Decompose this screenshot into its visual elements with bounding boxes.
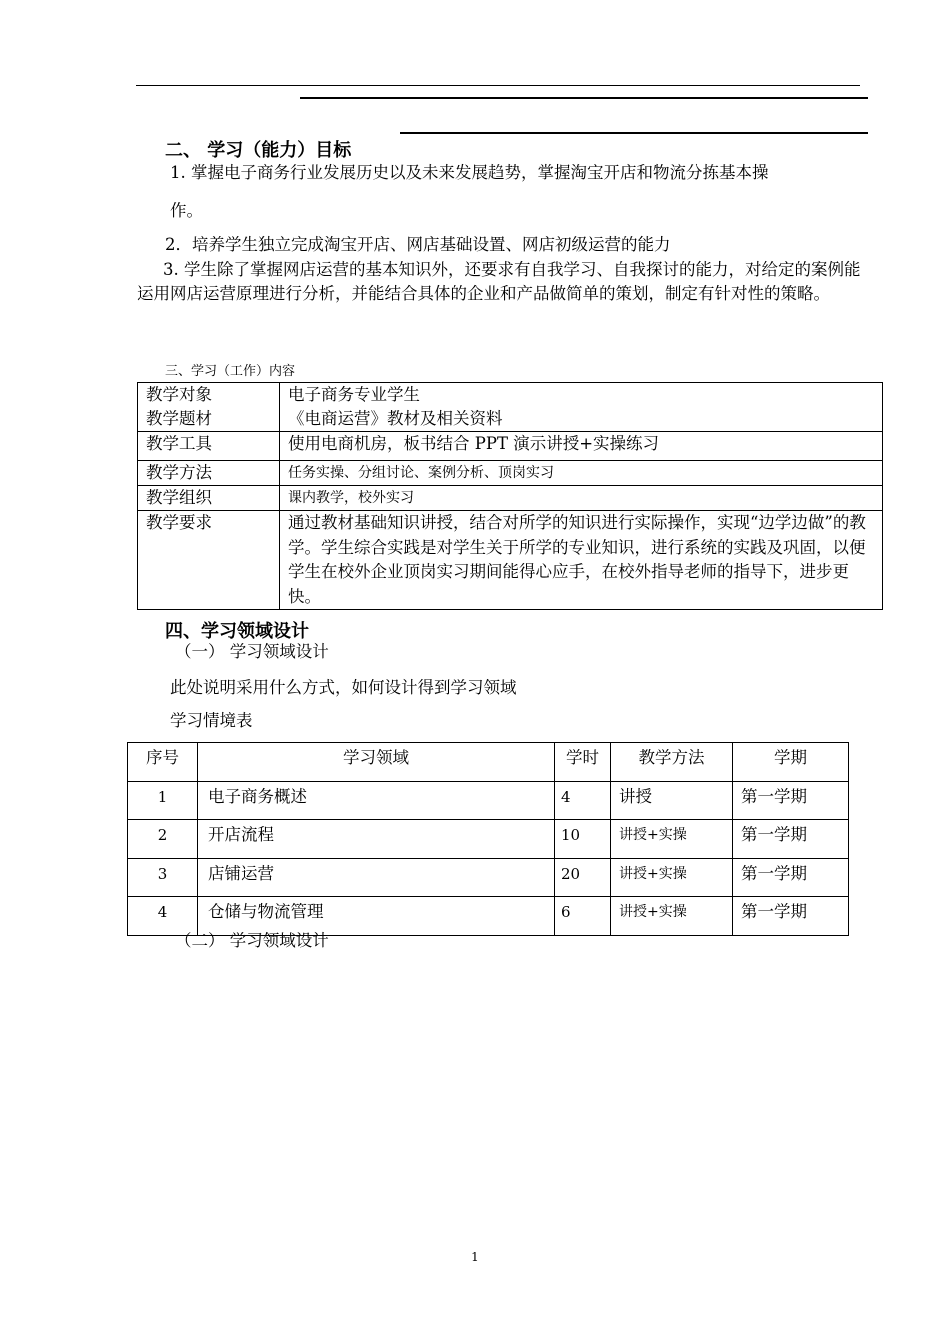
label-teaching-material: 教学题材 — [146, 409, 212, 428]
cell-method: 讲授+实操 — [611, 897, 733, 936]
section2-item2: 2．培养学生独立完成淘宝开店、网店基础设置、网店初级运营的能力 — [165, 235, 671, 254]
table-row — [128, 858, 849, 897]
cell-domain: 开店流程 — [198, 820, 555, 859]
section4-subtitle-2: （二） 学习领域设计 — [175, 931, 329, 950]
cell-semester: 第一学期 — [733, 897, 849, 936]
label-teaching-requirements: 教学要求 — [138, 511, 280, 610]
section4-title: 四、学习领域设计 — [165, 621, 309, 642]
value-teaching-material: 《电商运营》教材及相关资料 — [288, 409, 503, 428]
section4-subtitle-1: （一） 学习领域设计 — [175, 642, 329, 661]
cell-index: 2 — [128, 820, 198, 859]
table-row — [138, 461, 883, 486]
cell-domain: 店铺运营 — [198, 858, 555, 897]
table-row — [128, 781, 849, 820]
cell-hours: 20 — [555, 858, 611, 897]
table-caption: 学习情境表 — [170, 711, 253, 730]
table-row — [138, 511, 883, 610]
table-row — [138, 432, 883, 461]
value-teaching-tools: 使用电商机房，板书结合 PPT 演示讲授+实操练习 — [280, 432, 883, 461]
cell-method: 讲授+实操 — [611, 820, 733, 859]
table-cell-label — [138, 383, 280, 432]
value-teaching-method: 任务实操、分组讨论、案例分析、顶岗实习 — [280, 461, 883, 486]
section2-item3: 3. 学生除了掌握网店运营的基本知识外，还要求有自我学习、自我探讨的能力，对给定的案例能运用网店运营原理进行分析，并能结合具体的企业和产品做简单的策划，制定有针对性的策略。 — [137, 260, 861, 303]
cell-semester: 第一学期 — [733, 781, 849, 820]
cell-index: 1 — [128, 781, 198, 820]
section4-description: 此处说明采用什么方式，如何设计得到学习领域 — [170, 678, 517, 697]
cell-index: 4 — [128, 897, 198, 936]
header-hours: 学时 — [555, 743, 611, 782]
section3-title: 三、学习（工作）内容 — [165, 364, 296, 379]
cell-semester: 第一学期 — [733, 820, 849, 859]
label-teaching-tools: 教学工具 — [138, 432, 280, 461]
table-row — [138, 486, 883, 511]
section2-item1-line1: 1. 掌握电子商务行业发展历史以及未来发展趋势，掌握淘宝开店和物流分拣基本操 — [170, 163, 769, 182]
cell-semester: 第一学期 — [733, 858, 849, 897]
header-rule-top — [136, 85, 860, 86]
label-teaching-organization: 教学组织 — [138, 486, 280, 511]
label-teaching-object: 教学对象 — [146, 385, 212, 404]
label-teaching-method: 教学方法 — [138, 461, 280, 486]
cell-method: 讲授 — [611, 781, 733, 820]
cell-hours: 4 — [555, 781, 611, 820]
cell-method: 讲授+实操 — [611, 858, 733, 897]
table-row — [138, 383, 883, 432]
cell-domain: 仓储与物流管理 — [198, 897, 555, 936]
header-method: 教学方法 — [611, 743, 733, 782]
learning-domain-table — [127, 742, 849, 936]
cell-domain: 电子商务概述 — [198, 781, 555, 820]
cell-index: 3 — [128, 858, 198, 897]
header-rule-bottom — [400, 132, 868, 134]
table-header-row — [128, 743, 849, 782]
section2-title: 二、 学习（能力）目标 — [165, 140, 352, 161]
table-row — [128, 820, 849, 859]
cell-hours: 10 — [555, 820, 611, 859]
value-teaching-organization: 课内教学，校外实习 — [280, 486, 883, 511]
teaching-content-table — [137, 382, 883, 610]
page-number: 1 — [471, 1250, 479, 1264]
value-teaching-requirements: 通过教材基础知识讲授，结合对所学的知识进行实际操作，实现“边学边做”的教学。学生综合实践是对学生关于所学的专业知识，进行系统的实践及巩固，以便学生在校外企业顶岗实习期间能得心应手，在校外指导老师的指导下，进步更快。 — [280, 511, 883, 610]
section2-item1-line2: 作。 — [170, 201, 203, 220]
header-index: 序号 — [128, 743, 198, 782]
header-domain: 学习领域 — [198, 743, 555, 782]
cell-hours: 6 — [555, 897, 611, 936]
table-cell-value — [280, 383, 883, 432]
value-teaching-object: 电子商务专业学生 — [288, 385, 420, 404]
header-rule-middle — [300, 97, 868, 99]
header-semester: 学期 — [733, 743, 849, 782]
